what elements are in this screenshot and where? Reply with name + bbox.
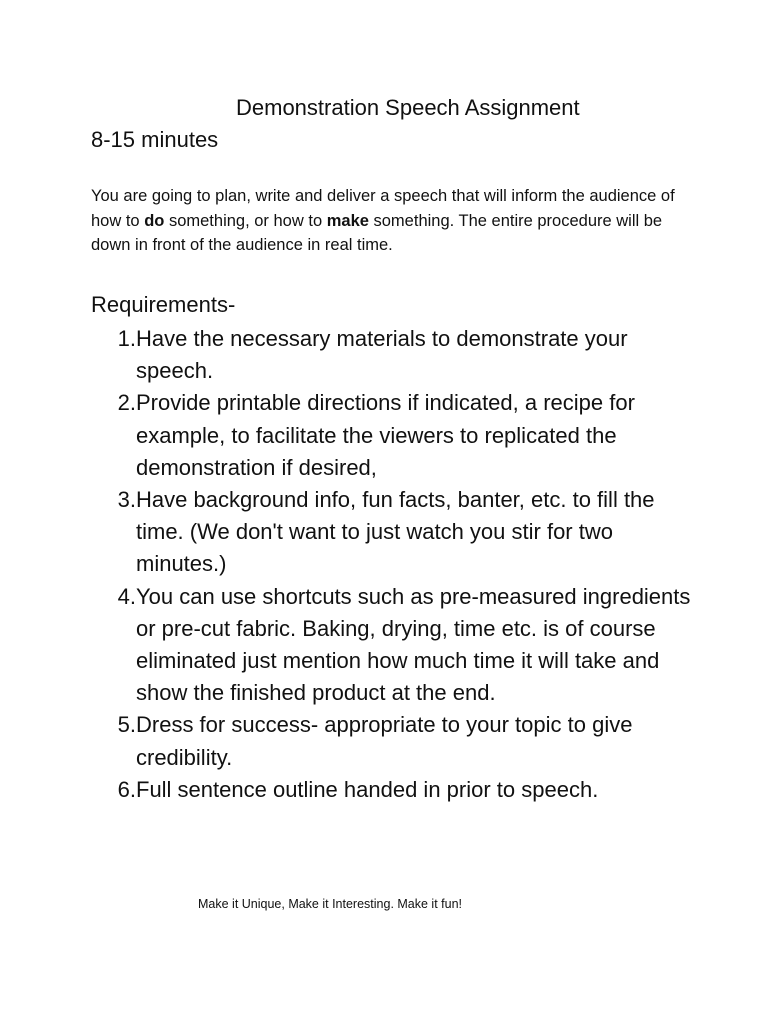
requirement-number: 2. — [117, 390, 136, 416]
intro-text-part-2: something, or how to — [164, 211, 327, 230]
requirement-text: You can use shortcuts such as pre-measured ingredients or pre-cut fabric. Baking, drying, time etc. is of course eliminated just mention how much time it will take and show the finished product at the end. — [136, 583, 691, 706]
intro-text-part-3: something. The entire procedure will be down in front of the audience in real time. — [91, 211, 663, 254]
intro-bold-make: make — [326, 211, 369, 230]
requirement-number: 5. — [117, 712, 136, 738]
requirement-text: Have background info, fun facts, banter, etc. to fill the time. (We don't want to just watch you stir for two minutes.) — [136, 487, 655, 577]
requirement-text: Dress for success- appropriate to your topic to give credibility. — [136, 712, 633, 770]
footer-slogan: Make it Unique, Make it Interesting. Make it fun! — [198, 897, 463, 911]
requirement-text: Provide printable directions if indicated, a recipe for example, to facilitate the viewers to replicated the demonstration if desired, — [136, 390, 635, 480]
requirements-list — [91, 323, 691, 806]
requirement-item — [91, 581, 691, 710]
requirement-number: 6. — [117, 776, 136, 802]
requirement-number: 4. — [117, 583, 136, 609]
requirement-item — [91, 387, 691, 484]
requirement-text: Full sentence outline handed in prior to speech. — [136, 776, 599, 802]
requirement-number: 1. — [117, 326, 136, 351]
intro-text-part-1: You are going to plan, write and deliver a speech that will inform the audience of how to — [91, 187, 675, 230]
intro-bold-do: do — [144, 211, 165, 230]
requirement-item — [91, 484, 691, 581]
requirements-heading: Requirements- — [91, 292, 236, 317]
intro-paragraph — [91, 184, 691, 258]
requirement-item — [91, 774, 691, 806]
page-title: Demonstration Speech Assignment — [236, 95, 580, 120]
requirement-item — [91, 323, 691, 387]
requirement-item — [91, 709, 691, 773]
duration-text: 8-15 minutes — [91, 127, 219, 152]
requirement-number: 3. — [117, 487, 136, 513]
requirement-text: Have the necessary materials to demonstrate your speech. — [136, 326, 628, 384]
